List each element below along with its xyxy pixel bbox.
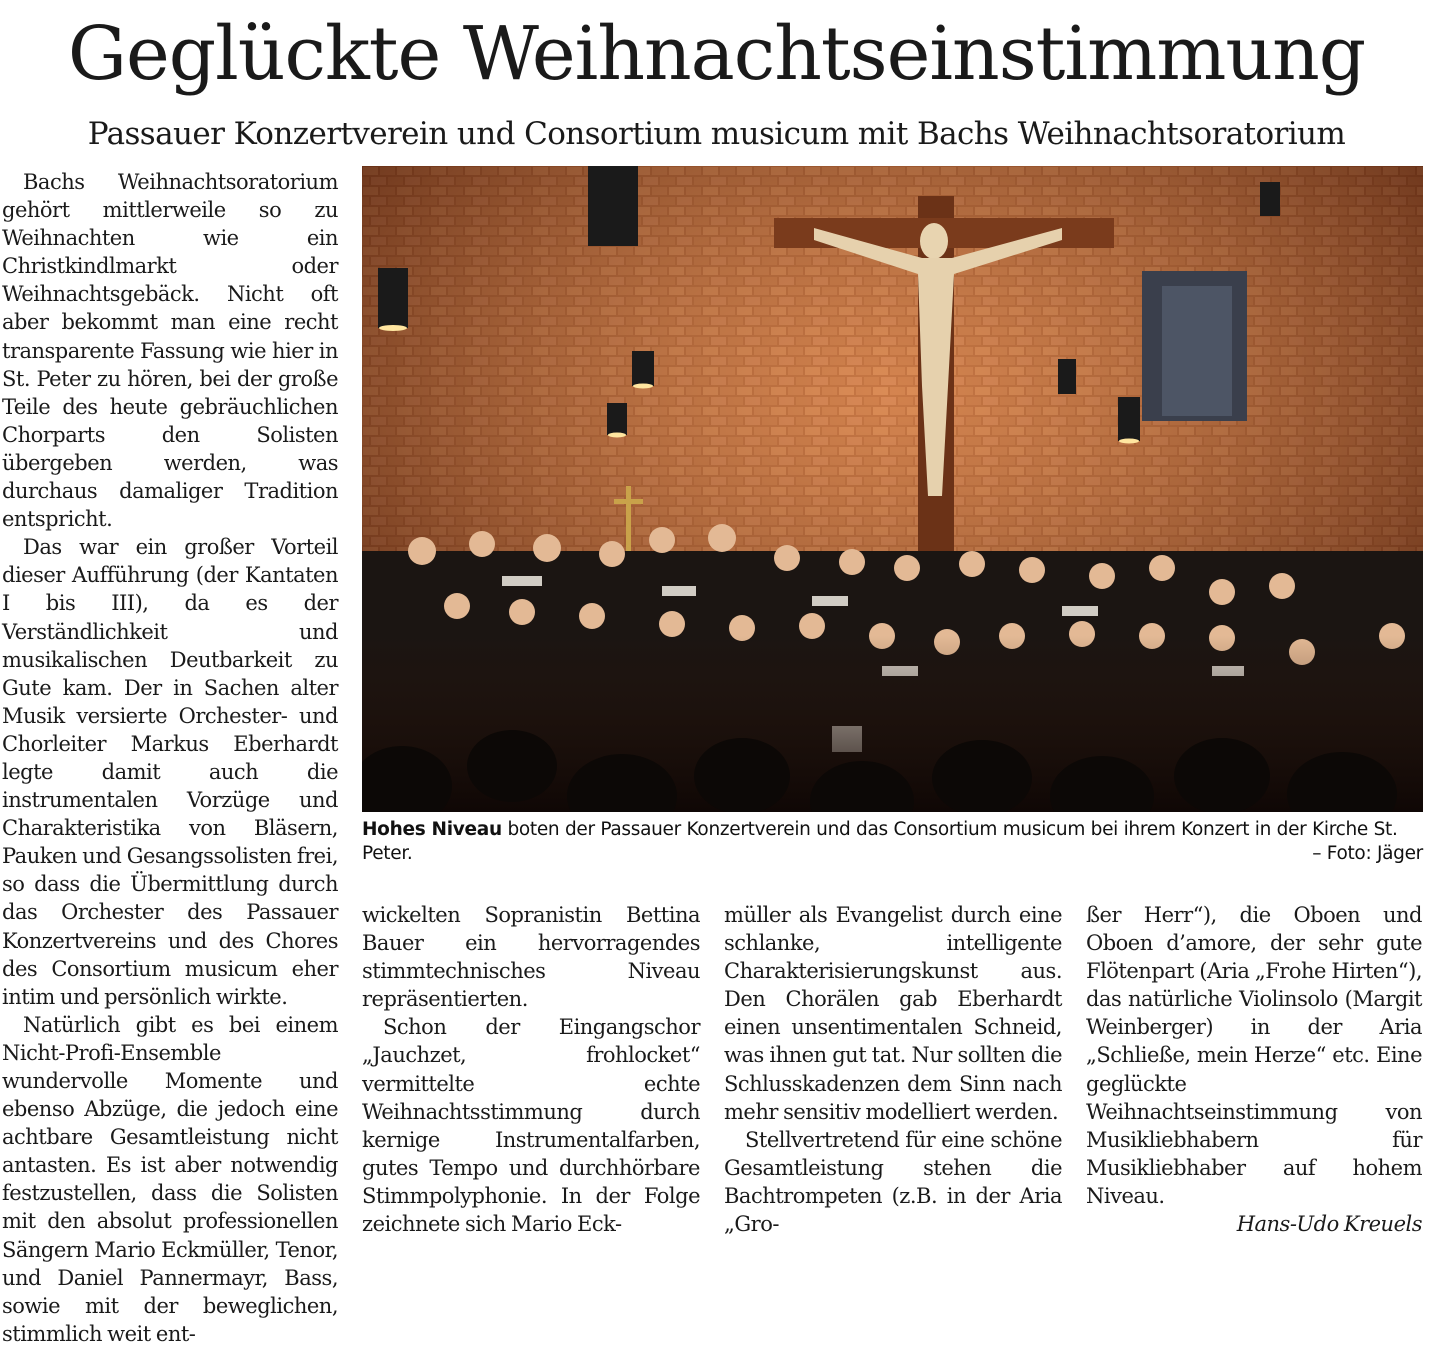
article-column-2 [362,901,700,1238]
headline: Geglückte Weihnachtseinstimmung [67,11,1366,97]
photo-credit: – Foto: Jäger [1312,843,1423,864]
paragraph: Das war ein großer Vorteil dieser Aufführung (der Kantaten I bis III), da es der Verständlichkeit und musikalischen Deutbarkeit zu Gute kam. Der in Sachen alter Musik versierte Orchester- und Chorleiter Markus Eberhardt legte damit auch die instrumentalen Vorzüge und Charakteristika von Bläsern, Pauken und Gesangssolisten frei, so dass die Übermittlung durch das Orchester des Passauer Konzertvereins und des Chores des Consortium musicum eher intim und persönlich wirkte. [2,535,338,1009]
paragraph: Bachs Weihnachtsoratorium gehört mittlerweile so zu Weihnachten wie ein Christkindlmarkt oder Weihnachtsgebäck. Nicht oft aber bekommt man eine recht transparente Fassung wie hier in St. Peter zu hören, bei der große Teile des heute gebräuchlichen Chorparts den Solisten übergeben werden, was durchaus damaliger Tradition entspricht. [2,170,338,532]
concert-photo [362,166,1423,812]
paragraph: Natürlich gibt es bei einem Nicht-Profi-Ensemble wundervolle Momente und ebenso Abzüge, die jedoch eine achtbare Gesamtleistung nicht antasten. Es ist aber notwendig festzustellen, dass die Solisten mit den absolut professionellen Sängern Mario Eckmüller, Tenor, und Daniel Pannermayr, Bass, sowie mit der beweglichen, stimmlich weit ent- [2,1012,338,1346]
paragraph: Stellvertretend für eine schöne Gesamtleistung stehen die Bachtrompeten (z.B. in der Aria „Gro- [724,1127,1062,1237]
caption-text: boten der Passauer Konzertverein und das Consortium musicum bei ihrem Konzert in der Kirche St. Peter. [362,819,1398,864]
article-column-3 [724,901,1062,1238]
paragraph: Schon der Eingangschor „Jauchzet, frohlocket“ vermittelte echte Weihnachtsstimmung durch kernige Instrumentalfarben, gutes Tempo und durchhörbare Stimmpolyphonie. In der Folge zeichnete sich Mario Eck- [362,1015,700,1237]
article-column-1 [2,168,338,1348]
subheadline: Passauer Konzertverein und Consortium musicum mit Bachs Weihnachtsoratorium [87,116,1346,152]
article-column-4 [1086,901,1422,1238]
paragraph: ßer Herr“), die Oboen und Oboen d’amore, der sehr gute Flötenpart (Aria „Frohe Hirten“), das natürliche Violinsolo (Margit Weinberger) in der Aria „Schließe, mein Herze“ etc. Eine geglückte Weihnachtseinstimmung von Musikliebhabern für Musikliebhaber auf hohem Niveau. [1086,903,1422,1208]
author-byline: Hans-Udo Kreuels [1236,1212,1422,1237]
paragraph: wickelten Sopranistin Bettina Bauer ein hervorragendes stimmtechnisches Niveau repräsentierten. [362,903,700,1012]
caption-bold-lead: Hohes Niveau [362,819,502,840]
paragraph: müller als Evangelist durch eine schlanke, intelligente Charakterisierungskunst aus. Den Chorälen gab Eberhardt einen unsentimentalen Schneid, was ihnen gut tat. Nur sollten die Schlusskadenzen dem Sinn nach mehr sensitiv modelliert werden. [724,903,1062,1124]
photo-caption [362,818,1423,866]
